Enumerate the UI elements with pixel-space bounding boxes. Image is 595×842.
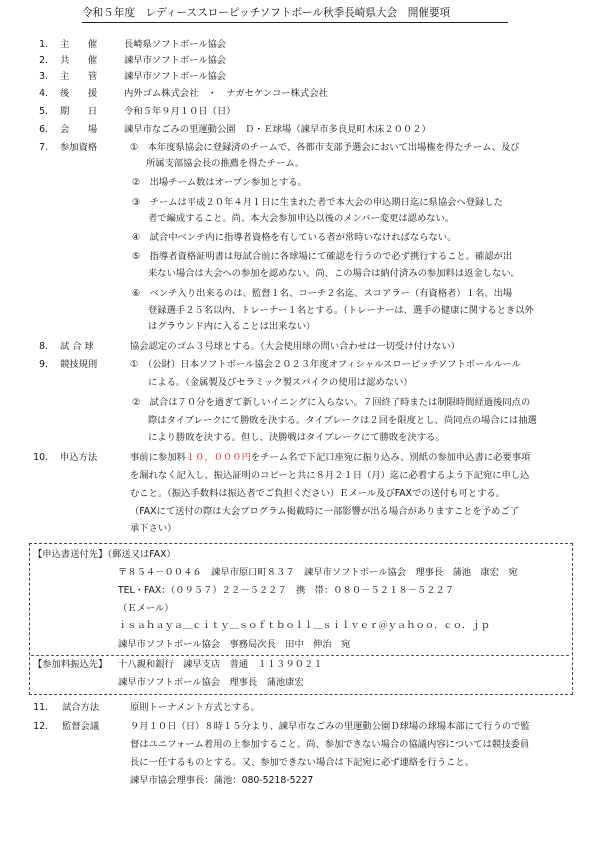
section-label: 試 合 球 (60, 341, 94, 352)
section-label: 申込方法 (60, 452, 98, 463)
meeting-line: 督はユニフォーム着用の上参加すること。尚、参加できない場合の協議内容については競技委員 (130, 739, 530, 750)
section-value: 令和５年９月１０日（日） (124, 106, 236, 117)
meeting-line: ９月１０日（日）８時１５分より、諫早市なごみの里運動公園Ｄ球場の球場本部にて行うので監 (130, 721, 530, 732)
qualification-line: ② 出場チーム数はオープン参加とする。 (132, 177, 307, 188)
section-number: 1. (39, 39, 48, 50)
application-line (130, 452, 530, 463)
qualification-line: 者で編成すること。尚、本大会参加申込以後のメンバー変更は認めない。 (148, 213, 455, 224)
bank-account: 十八親和銀行 諫早支店 普通 １１３９０２１ (118, 659, 323, 670)
contact-phone: TEL・FAX：（０９５７）２２－５２２７ 携 帯：０８０－５２１８－５２２７ (118, 585, 455, 596)
rules-line: ① （公財）日本ソフトボール協会２０２３年度オフィシャルスローピッチソフトボールルール (130, 359, 521, 370)
section-number: 7. (39, 142, 48, 153)
email-label: （Ｅメール） (118, 603, 174, 614)
qualification-line: ① 本年度県協会に登録済のチームで、各都市支部予選会において出場権を得たチーム、及び (130, 142, 520, 153)
qualification-line: ③ チームは平成２０年４月１日に生まれた者で本大会の申込期日迄に県協会へ登録した (132, 197, 503, 208)
qualification-line: ⑥ ベンチ入り出来るのは、監督１名、コーチ２名迄、スコアラー（有資格者）１名、出場 (132, 288, 513, 299)
rules-line: により勝敗を決する。但し、決勝戦はタイブレークにて勝敗を決する。 (148, 432, 445, 443)
section-label: 主 催 (60, 39, 98, 50)
box-divider (31, 655, 569, 656)
section-value: 諫早市ソフトボール協会 (124, 71, 227, 82)
qualification-line: 登録選手２５名以内、トレーナー１名とする。（トレーナーは、選手の健康に関するとき以外 (148, 305, 534, 316)
section-label: 競技規則 (60, 359, 98, 370)
page-title: 令和５年度 レディーススローピッチソフトボール秋季長崎県大会 開催要項 (82, 7, 451, 19)
entry-fee: １０，０００円 (185, 452, 251, 463)
section-label: 後 援 (60, 88, 98, 99)
qualification-line: 所属支部協会長の推薦を得たチーム。 (146, 158, 305, 169)
application-line: を漏れなく記入し、振込証明のコピーと共に８月２１日（月）迄に必着するよう下記宛に申し込 (130, 470, 530, 481)
submission-address-label: 【申込書送付先】（郵送又はFAX） (33, 549, 176, 560)
section-label: 共 催 (60, 55, 98, 66)
section-value: 原則トーナメント方式とする。 (130, 702, 260, 713)
submission-address: 〒８５４－００４６ 諫早市原口町８３７ 諫早市ソフトボール協会 理事長 蒲池 康宏 宛 (118, 567, 518, 578)
section-number: 5. (39, 106, 48, 117)
section-number: 6. (39, 124, 48, 135)
section-value: 長崎県ソフトボール協会 (124, 39, 227, 50)
application-line: 承下さい） (130, 523, 177, 534)
section-label: 会 場 (60, 124, 98, 135)
qualification-line: ④ 試合中ベンチ内に指導者資格を有している者が常時いなければならない。 (132, 232, 457, 243)
section-number: 10. (33, 452, 48, 463)
meeting-contact: 諫早市協会理事長：蒲池：080-5218-5227 (130, 775, 314, 786)
application-text: をチーム名で下記口座宛に振り込み、別紙の参加申込書に必要事項 (250, 452, 531, 463)
section-number: 3. (39, 71, 48, 82)
section-label: 主 管 (60, 71, 98, 82)
section-number: 2. (39, 55, 48, 66)
section-value: 諫早市なごみの里運動公園 Ｄ・Ｅ球場（諫早市多良見町木床２００２） (124, 124, 431, 135)
section-number: 11. (33, 702, 48, 713)
title-underline (82, 22, 508, 23)
rules-line: ② 試合は７０分を過ぎて新しいイニングに入らない。７回終了時または制限時間経過後同点の (132, 397, 531, 408)
qualification-line: 来ない場合は大会への参加を認めない。尚、この場合は納付済みの参加料は返金しない。 (148, 268, 520, 279)
section-number: 8. (39, 341, 48, 352)
section-label: 監督会議 (62, 721, 100, 732)
section-number: 4. (39, 88, 48, 99)
section-value: 協会認定のゴム３号球とする。（大会使用球の問い合わせは一切受け付けない） (130, 341, 461, 352)
section-label: 期 日 (60, 106, 98, 117)
qualification-line: ⑤ 指導者資格証明書は毎試合前に各球場にて確認を行うので必ず携行すること。確認が出 (132, 251, 513, 262)
meeting-line: 長に一任するものとする。又、参加できない場合は下記宛に必ず連絡を行うこと。 (130, 757, 474, 768)
section-value: 内外ゴム株式会社 ・ ナガセケンコー株式会社 (124, 88, 328, 99)
submission-info-box (29, 543, 573, 695)
rules-line: 際はタイブレークにて勝敗を決する。タイブレークは２回を限度とし、尚同点の場合には抽選 (148, 415, 537, 426)
qualification-line: はグラウンド内に入ることは出来ない） (148, 321, 316, 332)
bank-account-holder: 諫早市ソフトボール協会 理事長 蒲池康宏 (118, 677, 304, 688)
section-label: 試合方法 (62, 702, 100, 713)
section-value: 諫早市ソフトボール協会 (124, 55, 227, 66)
email-address: ｉｓａｈａｙａ＿ｃｉｔｙ＿ｓｏｆｔｂｏｌｌ＿ｓｉｌｖｅｒ＠ｙａｈｏｏ．ｃｏ．ｊｐ (118, 620, 490, 631)
bank-label: 【参加料振込先】 (33, 659, 108, 670)
application-line: （FAXにて送付の際は大会プログラム掲載時に一部影響が出る場合がありますことを予めご了 (130, 506, 520, 517)
application-text: 事前に参加料 (130, 452, 186, 463)
application-line: むこと。（振込手数料は振込者でご負担ください）Ｅメール及びFAXでの送付も可とする。 (130, 488, 505, 499)
office-contact: 諫早市ソフトボール協会 事務局次長 田中 伸治 宛 (118, 639, 351, 650)
rules-line: による。（金属製及びセラミック製スパイクの使用は認めない） (148, 377, 413, 388)
section-number: 12. (33, 721, 48, 732)
section-label: 参加資格 (60, 142, 98, 153)
section-number: 9. (39, 359, 48, 370)
